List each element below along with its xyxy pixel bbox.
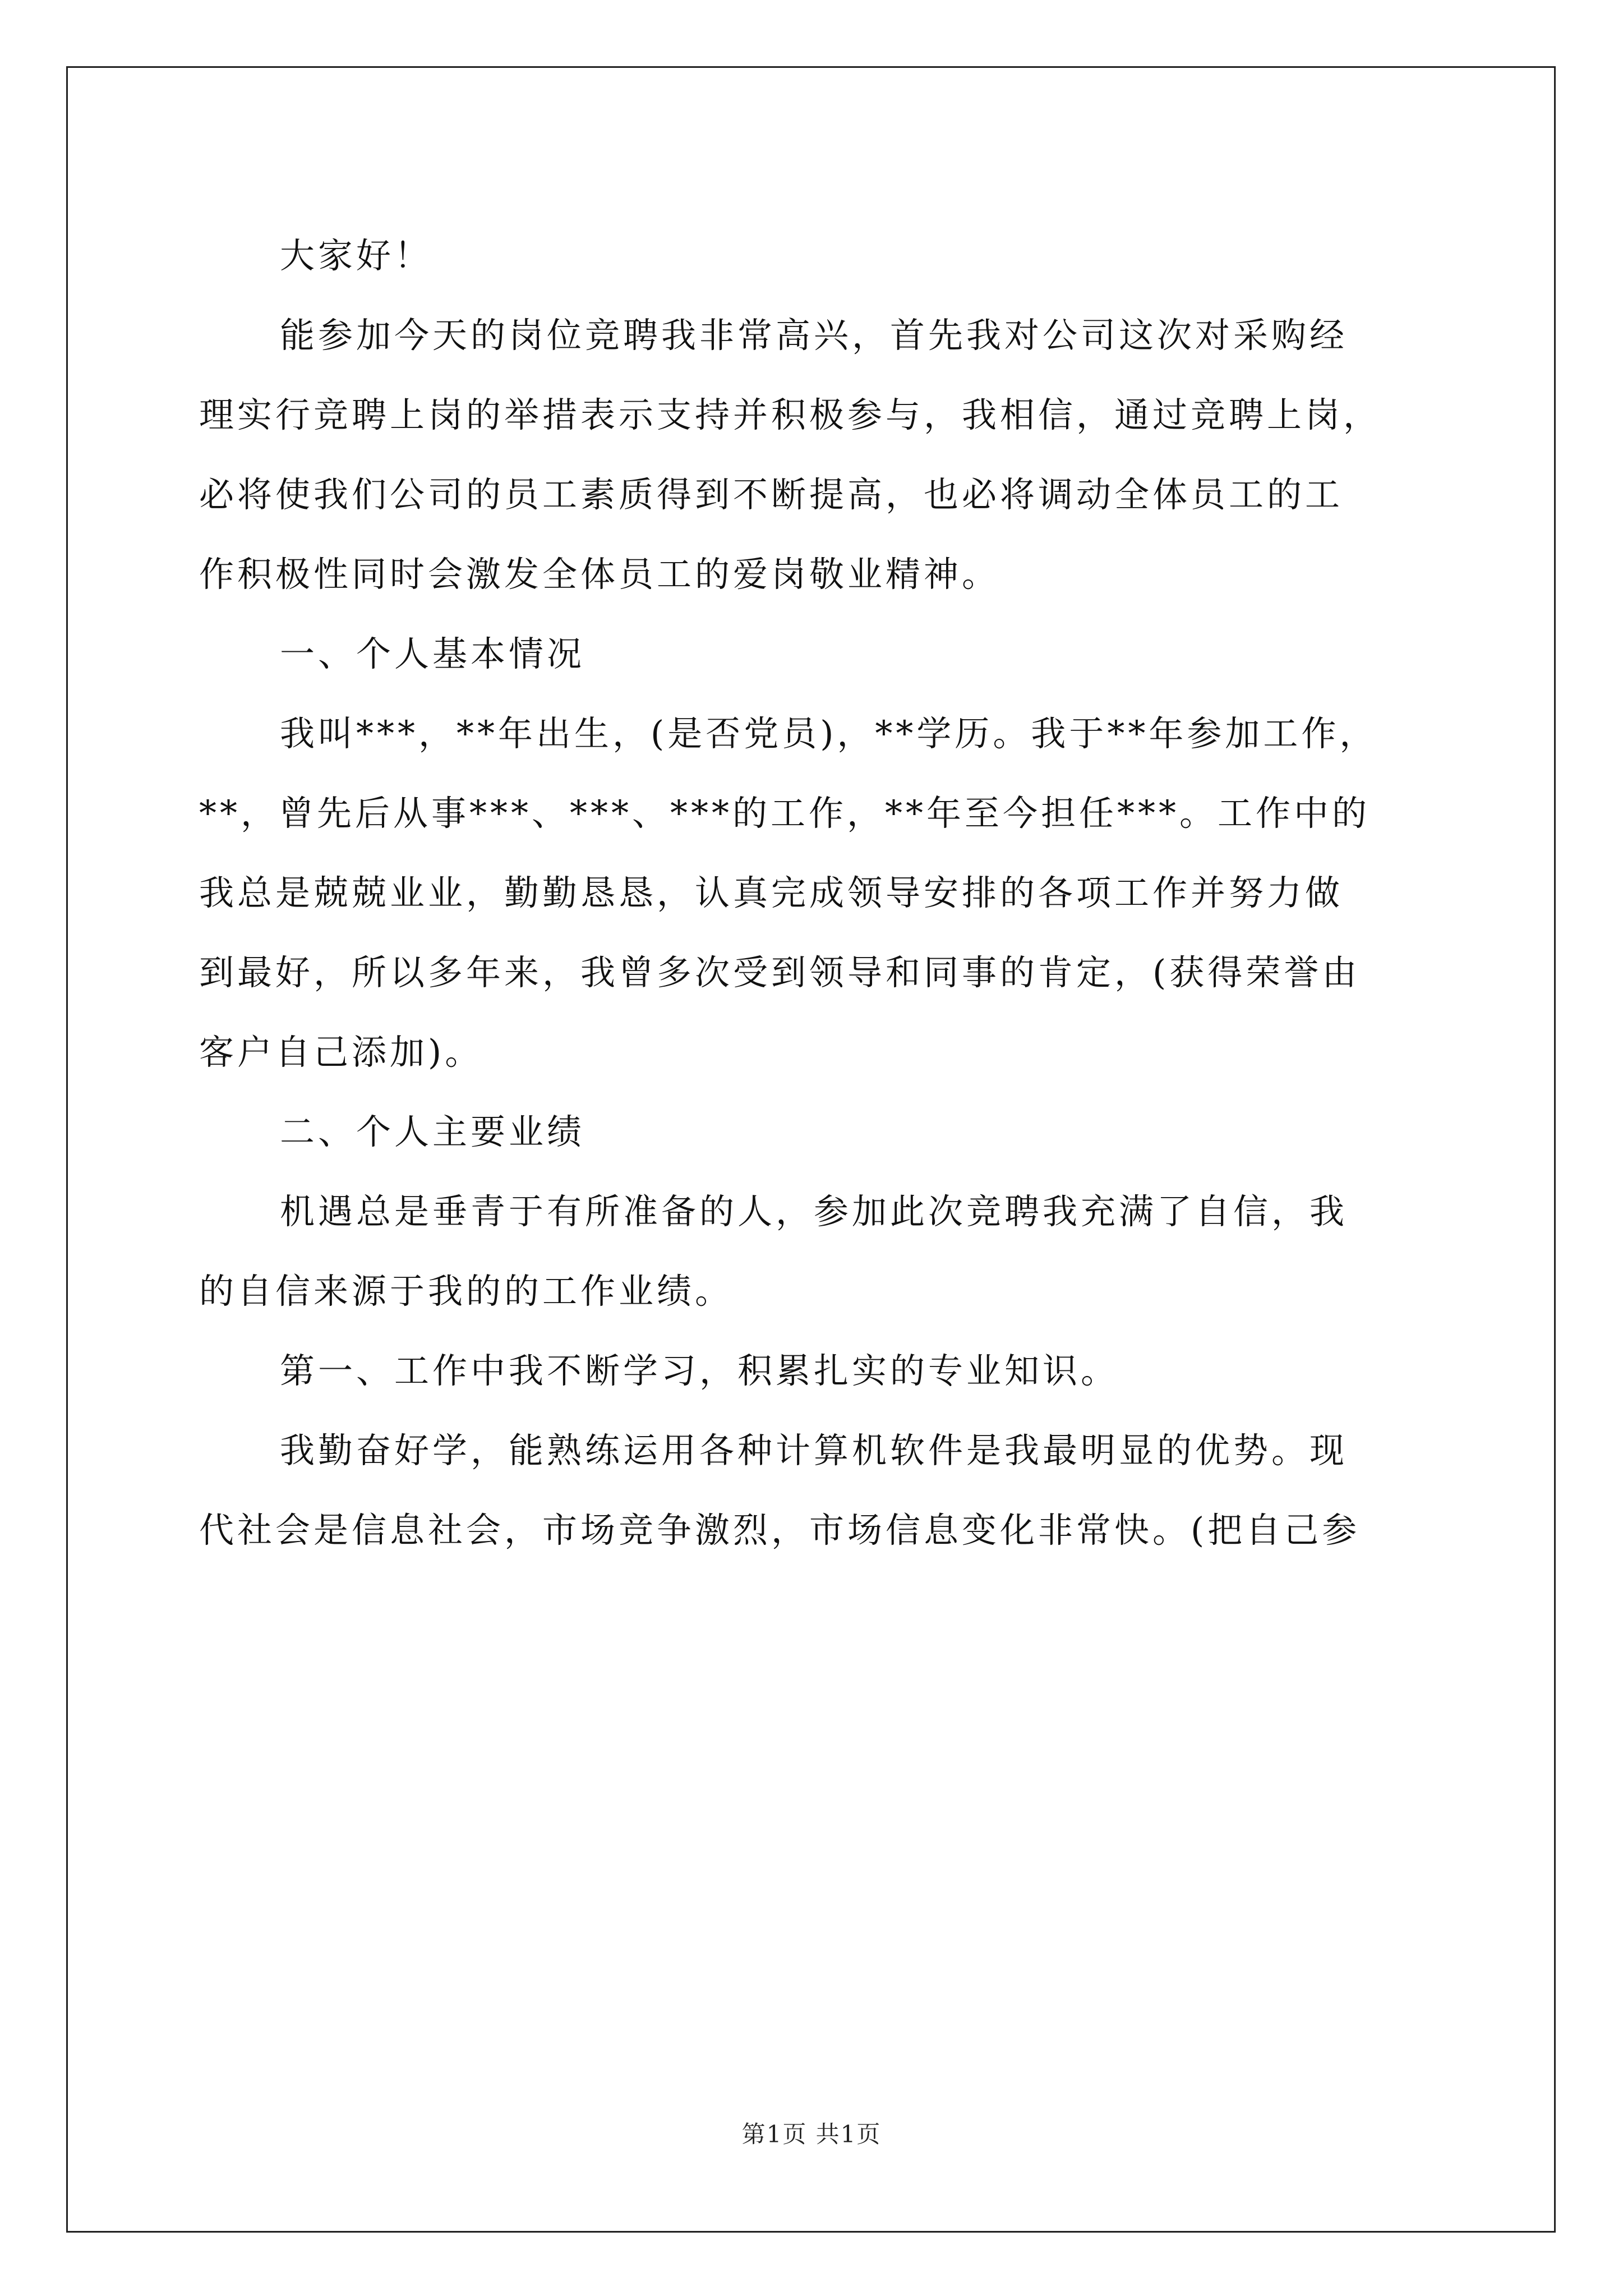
document-body bbox=[199, 216, 1450, 1570]
text-line: **，曾先后从事***、***、***的工作，**年至今担任***。工作中的 bbox=[199, 793, 1371, 834]
section-heading: 一、个人基本情况 bbox=[280, 633, 585, 674]
page-number-footer: 第1页 共1页 bbox=[741, 2120, 882, 2148]
subsection-heading: 第一、工作中我不断学习，积累扎实的专业知识。 bbox=[280, 1350, 1119, 1391]
text-line: 必将使我们公司的员工素质得到不断提高，也必将调动全体员工的工 bbox=[199, 474, 1344, 515]
text-line: 理实行竞聘上岗的举措表示支持并积极参与，我相信，通过竞聘上岗， bbox=[199, 394, 1382, 435]
section-heading: 二、个人主要业绩 bbox=[280, 1111, 585, 1152]
text-line: 能参加今天的岗位竞聘我非常高兴，首先我对公司这次对采购经 bbox=[280, 315, 1348, 356]
text-line: 大家好！ bbox=[280, 235, 433, 276]
text-line: 作积极性同时会激发全体员工的爱岗敬业精神。 bbox=[199, 554, 1000, 595]
text-line: 客户自己添加)。 bbox=[199, 1032, 483, 1073]
text-line: 机遇总是垂青于有所准备的人，参加此次竞聘我充满了自信，我 bbox=[280, 1191, 1348, 1232]
text-line: 我勤奋好学，能熟练运用各种计算机软件是我最明显的优势。现 bbox=[280, 1430, 1348, 1471]
text-line: 我总是兢兢业业，勤勤恳恳，认真完成领导安排的各项工作并努力做 bbox=[199, 872, 1344, 913]
text-line: 的自信来源于我的的工作业绩。 bbox=[199, 1271, 734, 1312]
text-line: 代社会是信息社会，市场竞争激烈，市场信息变化非常快。(把自己参 bbox=[199, 1510, 1361, 1550]
text-line: 我叫***，**年出生，(是否党员)，**学历。我于**年参加工作， bbox=[280, 713, 1378, 754]
text-line: 到最好，所以多年来，我曾多次受到领导和同事的肯定，(获得荣誉由 bbox=[199, 952, 1361, 993]
